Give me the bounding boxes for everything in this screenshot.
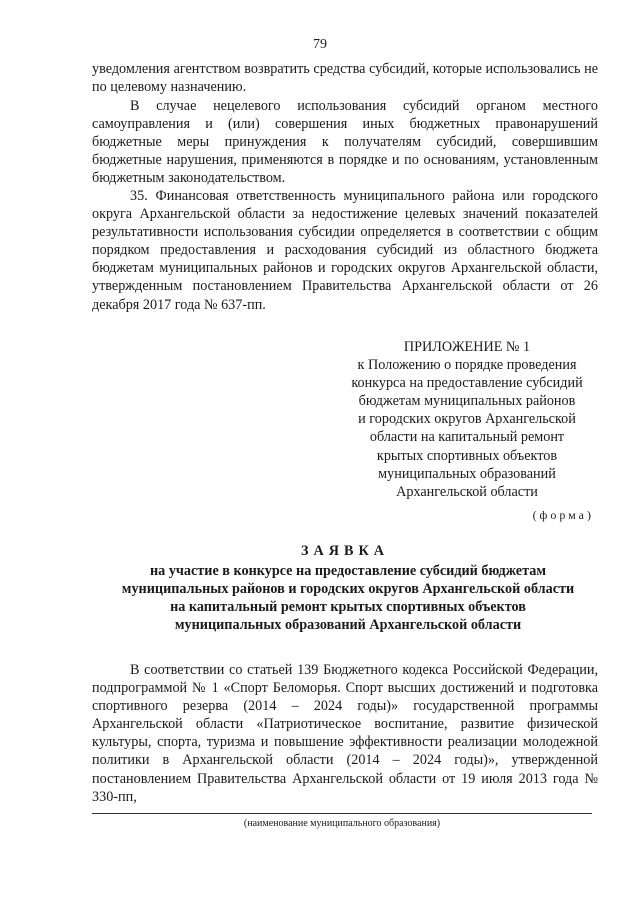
appendix-line: и городских округов Архангельской: [358, 411, 576, 428]
page-number: 79: [313, 37, 327, 52]
appendix-line: области на капитальный ремонт: [369, 429, 565, 446]
appendix-line: конкурса на предоставление субсидий: [351, 375, 583, 392]
fill-in-caption: (наименование муниципального образования): [243, 818, 441, 829]
body-paragraph: В соответствии со статьей 139 Бюджетного кодекса Российской Федерации, подпрограммой № 1 «Спорт Беломорья. Спорт высших достижений и подготовка спортивного резерва (2014 – 2024 годы)» государственной программы Архангельской области «Патриотическое воспитание, развитие физической культуры, спорта, туризма и повышение эффективности реализации молодежной политики в Архангельской области (2014 – 2024 годы)», утвержденной постановлением Правительства Архангельской области от 19 июля 2013 года № 330-пп,: [92, 662, 598, 805]
zayavka-subtitle-line: муниципальных образований Архангельской области: [174, 617, 522, 634]
zayavka-subtitle: [98, 562, 598, 634]
appendix-header: [322, 338, 612, 501]
appendix-line: к Положению о порядке проведения: [357, 357, 577, 374]
paragraph-35: 35. Финансовая ответственность муниципального района или городского округа Архангельской области за недостижение целевых значений показателей результативности использования субсидии определяется в соответствии с общим порядком предоставления и расходования субсидий из областного бюджета бюджетам муниципальных районов и городских округов Архангельской области, утвержденным постановлением Правительства Архангельской области от 26 декабря 2017 года № 637-пп.: [92, 188, 598, 313]
zayavka-subtitle-line: муниципальных районов и городских округов Архангельской области: [121, 581, 575, 598]
zayavka-subtitle-line: на участие в конкурсе на предоставление субсидий бюджетам: [150, 563, 546, 579]
paragraph-misuse: В случае нецелевого использования субсидий органом местного самоуправления и (или) совершения иных бюджетных правонарушений бюджетные меры принуждения к получателям субсидий, совершившим бюджетные нарушения, применяются в порядке и по основаниям, установленным бюджетным законодательством.: [92, 98, 598, 187]
appendix-line: бюджетам муниципальных районов: [358, 393, 576, 410]
appendix-line: крытых спортивных объектов: [376, 447, 558, 464]
zayavka-subtitle-line: на капитальный ремонт крытых спортивных объектов: [170, 599, 526, 616]
fill-in-line: [92, 813, 592, 814]
paragraph-continuation: уведомления агентством возвратить средства субсидий, которые использовались не по целевому назначению.: [92, 61, 598, 96]
forma-label: (форма): [532, 508, 594, 522]
zayavka-title: ЗАЯВКА: [301, 543, 389, 559]
appendix-title: ПРИЛОЖЕНИЕ № 1: [403, 339, 531, 355]
appendix-line: муниципальных образований: [378, 465, 556, 482]
appendix-line: Архангельской области: [396, 483, 538, 500]
